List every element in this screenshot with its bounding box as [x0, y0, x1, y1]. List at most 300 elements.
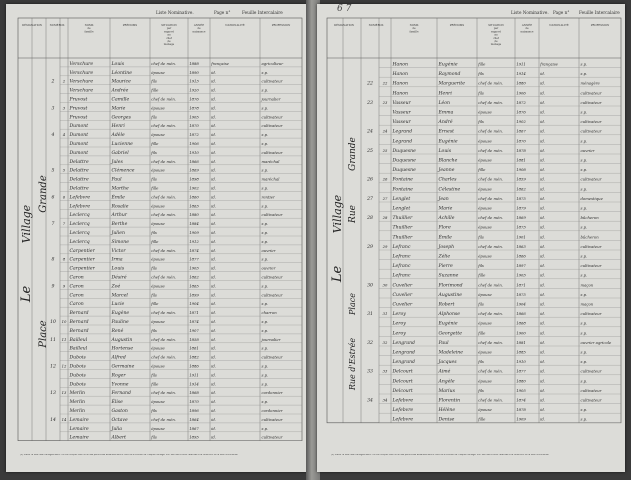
table-cell: cultivateur	[580, 263, 602, 269]
table-cell: Leclercq	[69, 213, 90, 219]
table-cell: journalier	[261, 336, 281, 342]
table-cell: 1870	[516, 138, 526, 144]
table-cell: 1859	[516, 176, 526, 182]
table-cell: id.	[540, 128, 546, 134]
table-cell: s.p.	[261, 167, 269, 173]
table-cell: fille	[151, 141, 159, 147]
table-cell: 29	[382, 243, 388, 249]
table-cell: Zélie	[438, 254, 451, 260]
table-cell: 1862	[189, 274, 199, 280]
table-cell: chef de mén.	[151, 60, 177, 66]
right-page	[317, 4, 625, 472]
table-cell: id.	[211, 434, 217, 440]
table-cell: épouse	[478, 224, 492, 230]
right-footnote: (1) Placer la liste des ménages selon l'ordre indiqué. Les noms des personnes absentes seront inscrits à la suite de chaque ménage. Voir les instructions relatives à la rédaction de la liste nominative.	[331, 454, 550, 456]
table-cell: 32	[382, 339, 388, 345]
table-cell: 1900	[516, 330, 526, 336]
table-cell: id.	[540, 186, 546, 192]
table-cell: 1875	[516, 195, 526, 201]
table-cell: cultivateur	[580, 119, 602, 125]
table-cell: Merlin	[69, 391, 86, 397]
table-cell: 1872	[516, 99, 526, 105]
table-cell: Marius	[438, 388, 455, 394]
left-census-table	[6, 4, 308, 472]
table-cell: s.p.	[580, 157, 588, 163]
table-cell: Joseph	[438, 244, 455, 250]
table-cell: cultivateur	[261, 123, 283, 129]
table-cell: Clémence	[111, 168, 135, 174]
table-cell: Delattre	[69, 177, 89, 183]
table-cell: Désiré	[111, 275, 127, 281]
table-cell: id.	[211, 390, 217, 396]
table-cell: Marguerite	[438, 81, 465, 87]
table-cell: 1869	[516, 215, 526, 221]
table-cell: Louis	[438, 148, 452, 154]
table-cell: id.	[540, 119, 546, 125]
table-cell: Thuillier	[392, 216, 413, 222]
table-cell: 1896	[189, 408, 199, 414]
table-cell: Dubois	[69, 373, 86, 379]
table-cell: 31	[382, 311, 388, 317]
table-cell: id.	[211, 238, 217, 244]
table-cell: Merlin	[69, 400, 86, 406]
table-cell: Denise	[438, 417, 455, 423]
table-cell: chef de mén.	[151, 336, 177, 342]
table-cell: 1868	[189, 390, 199, 396]
table-cell: épouse	[151, 319, 165, 325]
table-cell: 1913	[189, 78, 199, 84]
table-cell: Ernest	[438, 129, 454, 135]
table-cell: chef de mén.	[151, 123, 177, 129]
margin-street-name: Village	[20, 204, 33, 244]
table-cell: Jules	[111, 159, 123, 165]
table-cell: fils	[151, 408, 157, 414]
table-cell: id.	[211, 247, 217, 253]
table-cell: fils	[151, 114, 157, 120]
table-cell: id.	[540, 157, 546, 163]
table-cell: 1904	[189, 301, 199, 307]
table-cell: 1858	[189, 336, 199, 342]
table-cell: Jean	[438, 196, 449, 202]
table-cell: 14	[61, 416, 67, 422]
table-cell: 24	[367, 129, 373, 135]
table-cell: Rosalie	[111, 204, 129, 210]
table-cell: Lucie	[111, 302, 125, 308]
table-cell: Legrand	[392, 129, 413, 135]
table-cell: René	[111, 328, 124, 334]
table-cell: 22	[382, 80, 388, 86]
table-cell: chef de mén.	[151, 247, 177, 253]
table-cell: Arthur	[111, 213, 127, 219]
table-cell: épouse	[151, 425, 165, 431]
table-cell: fils	[478, 387, 484, 393]
table-cell: Yvonne	[111, 382, 129, 388]
table-cell: Hélène	[438, 408, 456, 414]
table-cell: chef de mén.	[151, 390, 177, 396]
table-cell: 1878	[516, 147, 526, 153]
table-cell: ouvrier	[261, 265, 276, 271]
table-cell: 1884	[189, 221, 199, 227]
table-cell: 27	[382, 195, 388, 201]
table-cell: Thuillier	[392, 235, 413, 241]
table-cell: s.p.	[261, 319, 269, 325]
table-cell: id.	[540, 71, 546, 77]
table-cell: Eugénie	[438, 62, 458, 68]
table-cell: id.	[211, 69, 217, 75]
table-cell: s.p.	[261, 345, 269, 351]
table-cell: 14	[50, 417, 56, 423]
table-cell: s.p.	[261, 399, 269, 405]
table-cell: Bernard	[69, 320, 89, 326]
column-header: PRÉNOMS	[449, 24, 465, 27]
table-cell: Suzanne	[438, 273, 459, 279]
table-cell: chef de mén.	[478, 397, 504, 403]
table-cell: 1880	[516, 378, 526, 384]
table-cell: s.p.	[261, 238, 269, 244]
table-cell: s.p.	[580, 224, 588, 230]
table-cell: 9	[51, 284, 55, 290]
table-cell: 1880	[516, 80, 526, 86]
table-cell: Cuvelier	[392, 283, 413, 289]
table-cell: 1874	[189, 247, 199, 253]
table-cell: Dubois	[69, 382, 86, 388]
margin-street-name: Grande	[348, 137, 358, 171]
table-cell: id.	[211, 301, 217, 307]
table-cell: 1877	[516, 368, 526, 374]
table-cell: id.	[540, 215, 546, 221]
right-sheet-label: Page n°	[553, 10, 570, 15]
table-cell: épouse	[151, 256, 165, 262]
table-cell: s.p.	[261, 221, 269, 227]
table-cell: chef de mén.	[478, 128, 504, 134]
table-cell: s.p.	[261, 327, 269, 333]
table-cell: 10	[50, 320, 56, 326]
table-cell: Lengrand	[392, 340, 416, 346]
table-cell: ouvrier	[261, 247, 276, 253]
table-cell: épouse	[478, 253, 492, 259]
table-cell: 1895	[189, 434, 199, 440]
table-cell: Henri	[438, 91, 452, 97]
table-cell: 1871	[516, 282, 526, 288]
table-cell: s.p.	[580, 109, 588, 115]
table-cell: id.	[211, 345, 217, 351]
table-cell: Leclercq	[69, 231, 90, 237]
table-cell: 1906	[516, 90, 526, 96]
table-cell: 1888	[189, 60, 199, 66]
margin-street-name: Place	[38, 320, 49, 348]
table-cell: Marie	[438, 206, 453, 212]
column-header: NOMS de famille	[409, 24, 419, 34]
column-header: NATIONALITÉ	[549, 24, 569, 27]
table-cell: Duquesne	[392, 168, 416, 174]
table-cell: Lefebvre	[69, 195, 91, 201]
table-cell: 1881	[516, 157, 526, 163]
table-cell: Pruvost	[69, 106, 88, 112]
table-cell: cultivateur	[580, 128, 602, 134]
table-cell: id.	[211, 96, 217, 102]
table-cell: s.p.	[580, 272, 588, 278]
table-cell: fils	[151, 176, 157, 182]
table-cell: Lefebvre	[392, 408, 414, 414]
table-cell: cordonnier	[261, 408, 283, 414]
table-cell: 1920	[189, 87, 199, 93]
table-cell: id.	[540, 272, 546, 278]
left-sheet-label: Page n°	[214, 10, 231, 15]
table-cell: s.p.	[580, 138, 588, 144]
table-cell: Zoé	[111, 284, 121, 290]
table-cell: 31	[367, 312, 373, 318]
column-header: NUMÉROS	[49, 24, 65, 27]
table-cell: 12	[50, 364, 56, 370]
table-cell: fille	[151, 87, 159, 93]
table-cell: s.p.	[261, 283, 269, 289]
table-cell: épouse	[478, 407, 492, 413]
table-cell: id.	[211, 114, 217, 120]
table-cell: id.	[540, 263, 546, 269]
table-cell: André	[438, 120, 453, 126]
table-cell: cultivateur	[580, 90, 602, 96]
table-cell: 1904	[516, 301, 526, 307]
table-cell: 1861	[189, 345, 199, 351]
table-cell: épouse	[478, 291, 492, 297]
table-cell: 1911	[189, 372, 199, 378]
table-cell: Legrand	[392, 139, 413, 145]
table-cell: cultivateur	[261, 78, 283, 84]
table-cell: s.p.	[261, 256, 269, 262]
table-cell: id.	[211, 372, 217, 378]
table-cell: Lemaire	[69, 435, 89, 441]
table-cell: française	[540, 61, 558, 67]
table-cell: id.	[540, 407, 546, 413]
table-cell: cultivateur	[580, 243, 602, 249]
table-cell: 1897	[516, 263, 526, 269]
table-cell: 8	[51, 257, 55, 263]
table-cell: fils	[478, 119, 484, 125]
table-cell: s.p.	[580, 378, 588, 384]
table-cell: id.	[540, 224, 546, 230]
table-cell: Georges	[111, 115, 131, 121]
table-cell: fille	[151, 301, 159, 307]
table-cell: fille	[478, 416, 486, 422]
table-cell: 4	[51, 133, 55, 139]
table-cell: 1912	[189, 238, 199, 244]
table-cell: 5	[51, 168, 55, 174]
table-cell: 1882	[189, 354, 199, 360]
table-cell: Cuvelier	[392, 292, 413, 298]
table-cell: 1905	[516, 387, 526, 393]
table-cell: 1864	[189, 416, 199, 422]
table-cell: Angèle	[438, 379, 455, 385]
table-cell: id.	[540, 138, 546, 144]
table-cell: Lenglet	[392, 196, 411, 202]
table-cell: 1873	[516, 224, 526, 230]
table-cell: id.	[211, 221, 217, 227]
table-cell: id.	[211, 399, 217, 405]
table-cell: Fernand	[111, 391, 131, 397]
table-cell: ouvrier agricole	[580, 339, 612, 345]
table-cell: Leroy	[392, 312, 406, 318]
table-cell: 1903	[516, 272, 526, 278]
table-cell: id.	[211, 292, 217, 298]
column-header: ANNÉE de naissance	[520, 24, 534, 34]
table-cell: chef de mén.	[478, 215, 504, 221]
margin-street-name: Le	[330, 265, 345, 283]
table-cell: Lefebvre	[392, 417, 414, 423]
table-cell: fils	[151, 78, 157, 84]
table-cell: s.p.	[580, 320, 588, 326]
margin-street-name: Rue	[348, 205, 358, 223]
table-frame	[18, 18, 302, 441]
table-cell: 1870	[189, 123, 199, 129]
table-cell: 28	[367, 216, 373, 222]
table-cell: id.	[540, 99, 546, 105]
table-cell: id.	[540, 339, 546, 345]
table-cell: Hanon	[392, 81, 408, 87]
table-cell: cultivateur	[261, 434, 283, 440]
table-cell: Leclercq	[69, 239, 90, 245]
table-cell: 25	[367, 148, 373, 154]
table-cell: s.p.	[580, 205, 588, 211]
table-cell: 1869	[189, 167, 199, 173]
table-cell: 9	[62, 283, 66, 289]
table-cell: Lemaire	[69, 426, 89, 432]
table-cell: s.p.	[261, 230, 269, 236]
table-cell: s.p.	[261, 301, 269, 307]
table-cell: 1910	[516, 359, 526, 365]
table-cell: id.	[540, 234, 546, 240]
right-series-label: Liste Nominative.	[511, 10, 549, 15]
table-cell: 1866	[516, 311, 526, 317]
table-cell: s.p.	[580, 359, 588, 365]
table-cell: épouse	[151, 105, 165, 111]
table-cell: épouse	[478, 320, 492, 326]
table-cell: Lefebvre	[392, 398, 414, 404]
table-cell: chef de mén.	[478, 176, 504, 182]
table-cell: Bailleul	[69, 337, 88, 343]
table-cell: 1865	[189, 283, 199, 289]
table-cell: s.p.	[261, 185, 269, 191]
table-cell: s.p.	[261, 132, 269, 138]
right-town-label: Feuille Intercalaire	[579, 10, 620, 15]
column-header: PRÉNOMS	[122, 24, 138, 27]
table-cell: id.	[540, 416, 546, 422]
table-cell: id.	[211, 408, 217, 414]
table-cell: fille	[151, 238, 159, 244]
table-cell: Florimond	[438, 283, 463, 289]
table-cell: 1886	[189, 363, 199, 369]
table-cell: id.	[540, 147, 546, 153]
table-cell: 1863	[189, 203, 199, 209]
column-header: SITUATION par rapport au chef de ménage	[161, 24, 177, 47]
table-cell: Vasseur	[392, 110, 411, 116]
table-cell: id.	[211, 274, 217, 280]
table-cell: fils	[478, 301, 484, 307]
table-cell: Julia	[111, 426, 122, 432]
table-cell: fille	[478, 61, 486, 67]
table-cell: 11	[50, 337, 56, 343]
table-cell: 34	[382, 397, 388, 403]
table-cell: fils	[478, 71, 484, 77]
table-cell: cultivateur	[261, 114, 283, 120]
table-cell: Lucienne	[111, 142, 133, 148]
table-cell: id.	[211, 78, 217, 84]
table-cell: 1867	[516, 128, 526, 134]
table-cell: Verschure	[69, 88, 94, 94]
table-cell: 5	[62, 167, 66, 173]
table-cell: id.	[540, 397, 546, 403]
table-cell: id.	[540, 167, 546, 173]
table-cell: id.	[540, 243, 546, 249]
table-cell: Gaston	[111, 409, 128, 415]
table-cell: 22	[367, 81, 373, 87]
table-cell: chef de mén.	[151, 354, 177, 360]
table-cell: épouse	[151, 221, 165, 227]
table-cell: s.p.	[261, 425, 269, 431]
table-cell: fils	[151, 327, 157, 333]
table-cell: 3	[51, 106, 55, 112]
table-cell: Cuvelier	[392, 302, 413, 308]
table-cell: bûcheron	[580, 234, 599, 240]
table-cell: 1876	[516, 109, 526, 115]
table-cell: id.	[211, 158, 217, 164]
table-cell: Carpentier	[69, 248, 95, 254]
table-cell: Leclercq	[69, 222, 90, 228]
table-cell: s.p.	[580, 416, 588, 422]
table-cell: 34	[367, 398, 373, 404]
table-cell: fille	[478, 330, 486, 336]
table-cell: s.p.	[580, 61, 588, 67]
left-page	[6, 4, 308, 472]
table-cell: 7	[51, 222, 55, 228]
table-cell: id.	[211, 327, 217, 333]
table-cell: Hortense	[111, 346, 134, 352]
table-cell: Adèle	[111, 133, 125, 139]
table-cell: fille	[151, 185, 159, 191]
table-cell: s.p.	[261, 87, 269, 93]
table-cell: charron	[261, 310, 277, 316]
table-cell: id.	[540, 320, 546, 326]
table-cell: Élise	[111, 400, 123, 406]
table-cell: Augustine	[438, 292, 463, 298]
table-cell: Émile	[111, 195, 125, 201]
table-cell: cultivateur	[580, 368, 602, 374]
table-cell: chef de mén.	[151, 158, 177, 164]
table-cell: Victor	[111, 248, 126, 254]
table-cell: Charles	[438, 177, 457, 183]
table-cell: Léontine	[111, 70, 132, 76]
column-header: NATIONALITÉ	[225, 24, 245, 27]
table-cell: id.	[540, 368, 546, 374]
table-cell: Albert	[111, 435, 126, 441]
table-cell: 1868	[516, 320, 526, 326]
table-cell: id.	[211, 230, 217, 236]
table-cell: ménagère	[580, 80, 600, 86]
table-cell: fils	[478, 90, 484, 96]
table-cell: id.	[211, 203, 217, 209]
table-cell: Leroy	[392, 331, 406, 337]
table-cell: Lengrand	[392, 350, 416, 356]
table-cell: Jacques	[438, 360, 457, 366]
table-cell: 29	[367, 244, 373, 250]
table-cell: 1902	[516, 119, 526, 125]
table-cell: 1905	[189, 114, 199, 120]
table-cell: épouse	[478, 186, 492, 192]
table-cell: 24	[382, 128, 388, 134]
table-cell: épouse	[478, 378, 492, 384]
table-cell: fille	[478, 167, 486, 173]
table-cell: 1866	[189, 158, 199, 164]
right-census-table	[317, 4, 625, 472]
